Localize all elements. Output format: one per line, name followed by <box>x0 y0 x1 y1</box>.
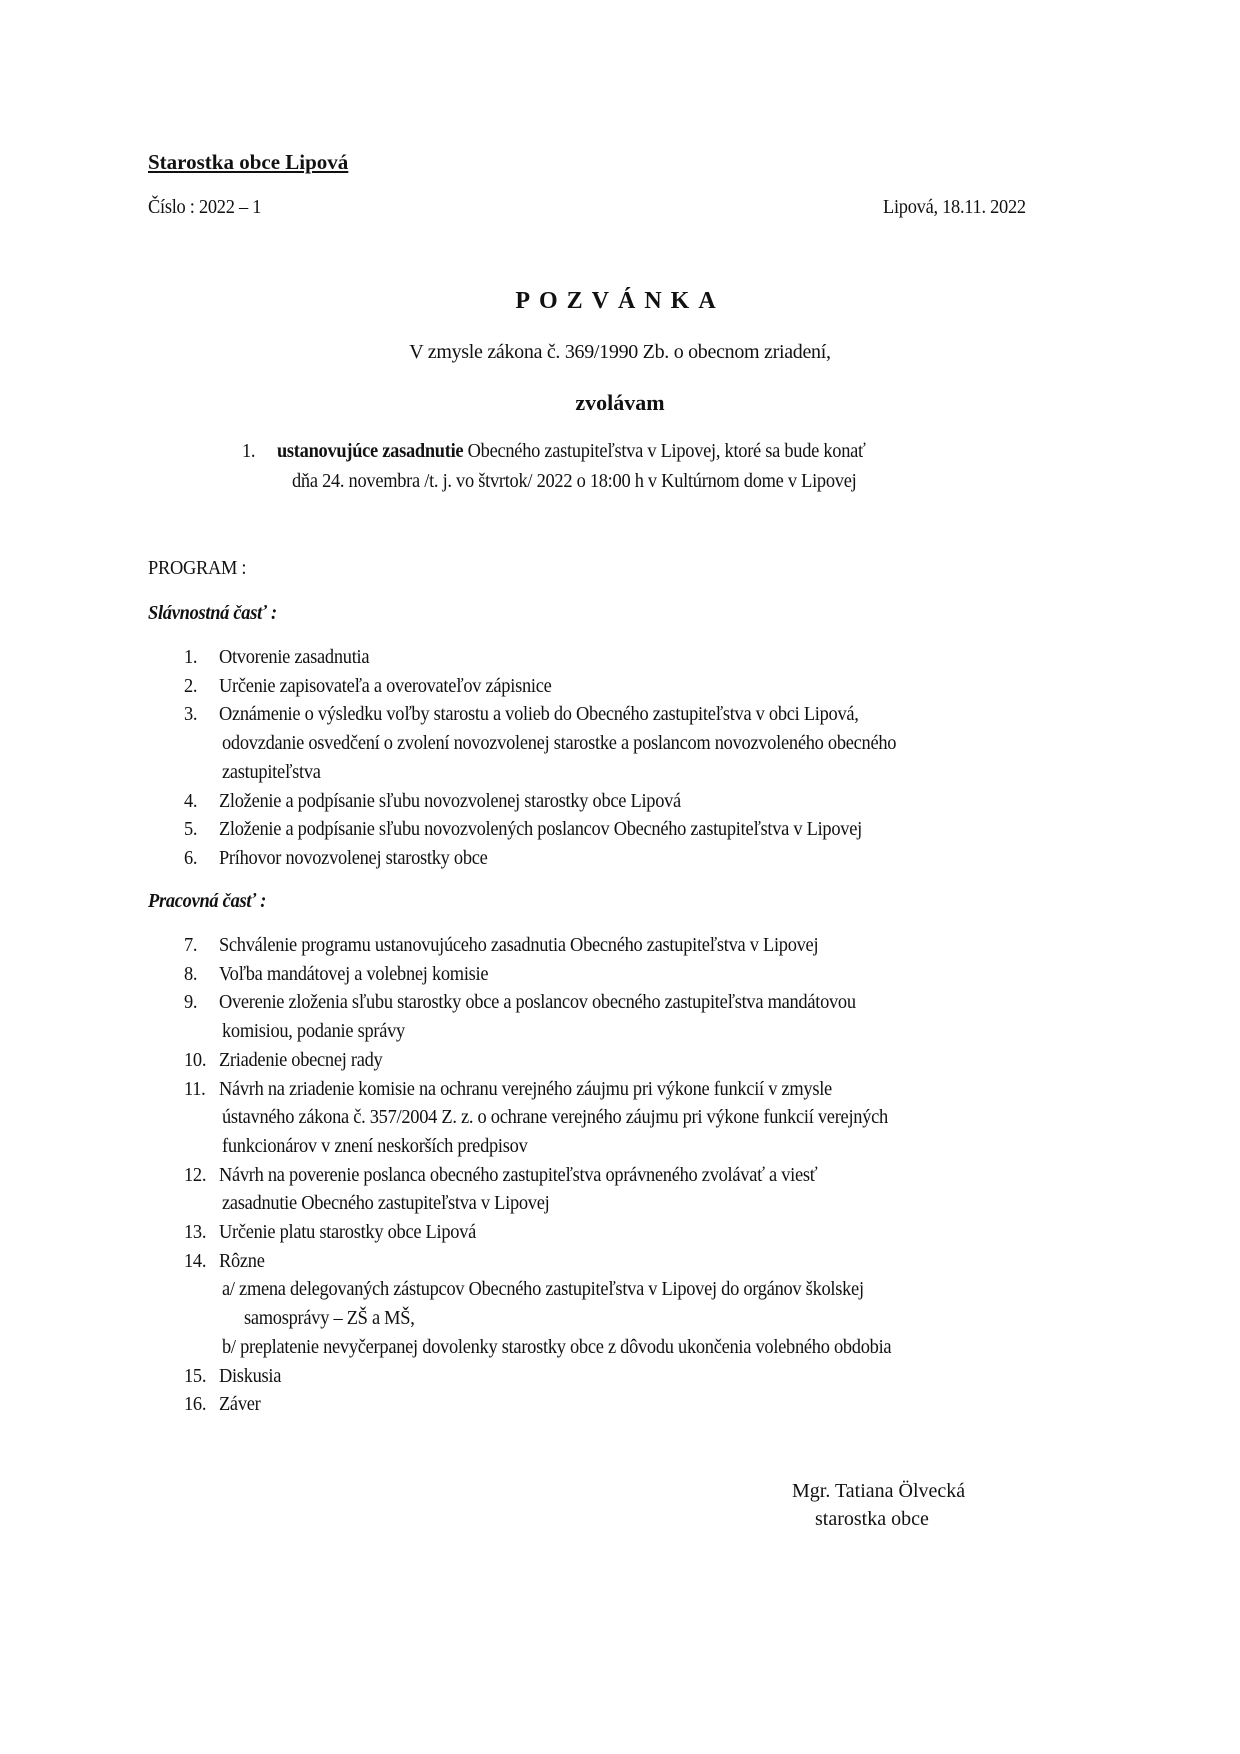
program-item <box>184 991 856 1014</box>
convene-heading: zvolávam <box>575 390 665 415</box>
item-text: Záver <box>218 1393 261 1416</box>
item-text: Návrh na zriadenie komisie na ochranu verejného záujmu pri výkone funkcií v zmysle <box>218 1077 832 1100</box>
item-text-continuation: komisiou, podanie správy <box>222 1020 405 1043</box>
place-and-date: Lipová, 18.11. 2022 <box>883 196 1026 218</box>
item-text: Zriadenie obecnej rady <box>218 1048 383 1071</box>
sub-item: b/ preplatenie nevyčerpanej dovolenky starostky obce z dôvodu ukončenia volebného obdobia <box>222 1335 892 1358</box>
item-text: Schválenie programu ustanovujúceho zasadnutia Obecného zastupiteľstva v Lipovej <box>218 934 819 956</box>
item-number: 4. <box>184 789 198 812</box>
item-number: 13. <box>184 1221 207 1243</box>
program-item <box>184 703 859 726</box>
program-item <box>184 790 681 813</box>
item-text: Zloženie a podpísanie sľubu novozvolených poslancov Obecného zastupiteľstva v Lipovej <box>218 818 862 841</box>
item-number: 10. <box>184 1048 207 1071</box>
item-text: Príhovor novozvolenej starostky obce <box>218 846 488 869</box>
program-item <box>184 1221 476 1244</box>
program-item <box>184 675 551 698</box>
program-item <box>184 934 818 957</box>
program-item <box>184 1164 817 1187</box>
program-item <box>184 847 488 870</box>
program-item <box>184 963 488 986</box>
signatory-name: Mgr. Tatiana Ölvecká <box>792 1480 966 1502</box>
item-number: 5. <box>184 818 198 841</box>
session-type: ustanovujúce zasadnutie <box>276 440 464 462</box>
program-item <box>184 1365 281 1388</box>
item-text-continuation: zasadnutie Obecného zastupiteľstva v Lipovej <box>222 1192 550 1215</box>
item-number: 11. <box>184 1077 206 1100</box>
program-item <box>184 818 862 841</box>
item-text: Otvorenie zasadnutia <box>218 646 370 668</box>
item-text: Návrh na poverenie poslanca obecného zastupiteľstva oprávneného zvolávať a viesť <box>218 1163 818 1186</box>
item-text: Oznámenie o výsledku voľby starostu a volieb do Obecného zastupiteľstva v obci Lipová, <box>218 703 859 726</box>
item-text: Určenie platu starostky obce Lipová <box>218 1221 477 1243</box>
program-item <box>184 1250 265 1273</box>
program-item <box>184 1078 832 1101</box>
session-text: Obecného zastupiteľstva v Lipovej, ktoré sa bude konať <box>463 440 866 462</box>
program-item <box>184 646 369 669</box>
item-text: Rôzne <box>218 1249 265 1272</box>
item-number: 9. <box>184 991 198 1014</box>
section-heading: Pracovná časť : <box>148 890 267 912</box>
session-line-2: dňa 24. novembra /t. j. vo štvrtok/ 2022 o 18:00 h v Kultúrnom dome v Lipovej <box>292 470 857 492</box>
sub-item-continuation: samosprávy – ZŠ a MŠ, <box>244 1307 415 1330</box>
item-text: Overenie zloženia sľubu starostky obce a poslancov obecného zastupiteľstva mandátovou <box>218 991 856 1014</box>
item-number: 8. <box>184 962 198 985</box>
item-text-continuation: funkcionárov v znení neskorších predpisov <box>222 1134 528 1157</box>
item-number: 2. <box>184 674 198 697</box>
legal-basis: V zmysle zákona č. 369/1990 Zb. o obecnom zriadení, <box>409 341 831 363</box>
program-label: PROGRAM : <box>148 557 247 579</box>
item-number: 12. <box>184 1163 207 1186</box>
item-text-continuation: ústavného zákona č. 357/2004 Z. z. o ochrane verejného záujmu pri výkone funkcií verejných <box>222 1106 888 1129</box>
item-number: 1. <box>184 646 198 668</box>
signatory-role: starostka obce <box>815 1508 929 1530</box>
sub-item: a/ zmena delegovaných zástupcov Obecného zastupiteľstva v Lipovej do orgánov školskej <box>222 1278 864 1301</box>
program-item <box>184 1049 382 1072</box>
item-number: 7. <box>184 934 198 956</box>
item-number: 6. <box>184 846 198 869</box>
item-text-continuation: odovzdanie osvedčení o zvolení novozvolenej starostke a poslancom novozvoleného obecného <box>222 732 897 755</box>
document-title: POZVÁNKA <box>515 288 725 314</box>
section-heading: Slávnostná časť : <box>148 602 277 624</box>
item-text: Určenie zapisovateľa a overovateľov zápisnice <box>218 674 552 697</box>
item-number: 14. <box>184 1249 207 1272</box>
item-text-continuation: zastupiteľstva <box>222 760 321 783</box>
session-number: 1. <box>242 440 256 462</box>
item-number: 15. <box>184 1364 207 1387</box>
issuer-heading: Starostka obce Lipová <box>148 150 349 174</box>
item-number: 3. <box>184 703 198 726</box>
session-line-1 <box>242 440 866 463</box>
item-text: Voľba mandátovej a volebnej komisie <box>218 962 489 985</box>
document-number: Číslo : 2022 – 1 <box>148 196 262 218</box>
item-text: Diskusia <box>218 1364 282 1387</box>
program-item <box>184 1393 260 1416</box>
item-number: 16. <box>184 1393 207 1416</box>
item-text: Zloženie a podpísanie sľubu novozvolenej starostky obce Lipová <box>218 789 681 812</box>
